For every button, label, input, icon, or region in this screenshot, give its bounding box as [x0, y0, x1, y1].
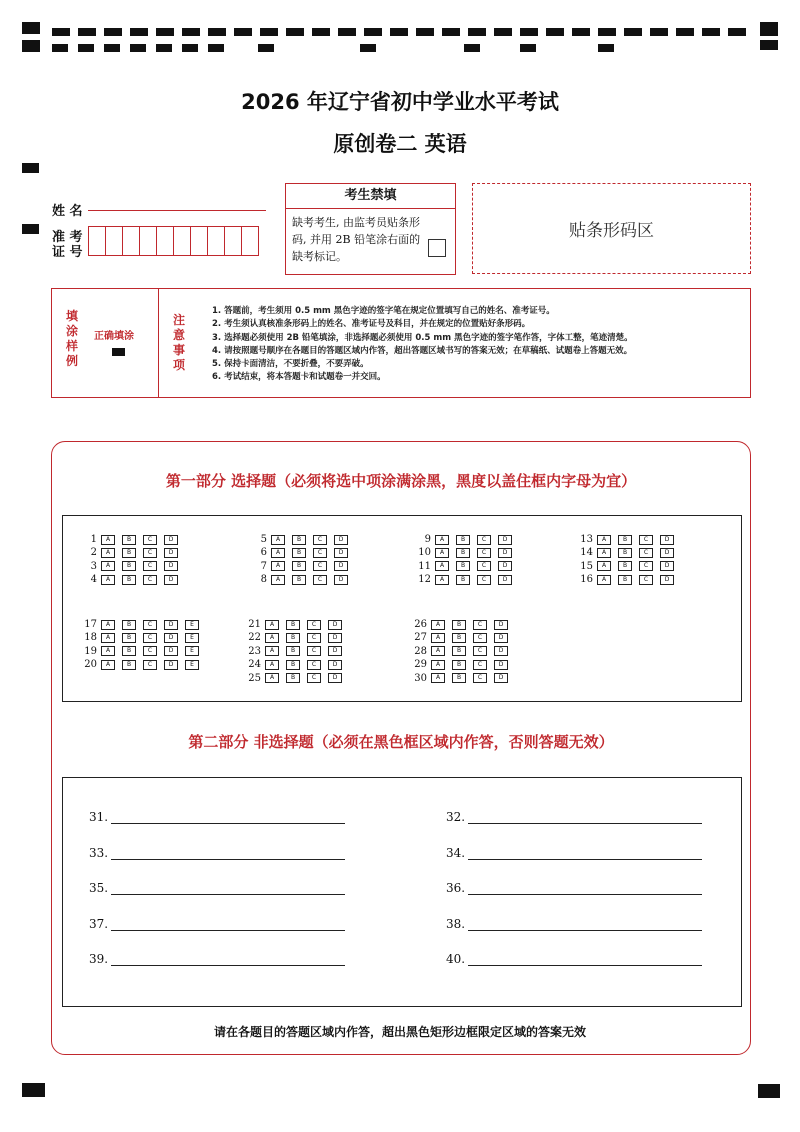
option-bubble-c[interactable]: C	[143, 575, 157, 585]
option-bubble-c[interactable]: C	[313, 561, 327, 571]
option-bubble-c[interactable]: C	[143, 646, 157, 656]
timing-mark	[520, 28, 538, 36]
answer-line-item	[89, 917, 345, 931]
absent-box-title: 考生禁填	[286, 184, 455, 209]
timing-mark	[78, 28, 96, 36]
question-row	[81, 658, 206, 671]
timing-mark	[52, 44, 68, 52]
option-bubble-b[interactable]: B	[122, 575, 136, 585]
answer-line[interactable]	[111, 953, 345, 966]
question-row	[245, 618, 349, 631]
question-row	[81, 533, 185, 546]
option-bubble-b[interactable]: B	[122, 620, 136, 630]
timing-mark	[234, 28, 252, 36]
note-item: 1. 答题前，考生须用 0.5 mm 黑色字迹的签字笔在规定位置填写自己的姓名、准考证号。	[212, 306, 555, 316]
option-bubble-b[interactable]: B	[452, 620, 466, 630]
barcode-label: 贴条形码区	[569, 221, 654, 241]
option-bubble-b[interactable]: B	[286, 673, 300, 683]
option-bubble-c[interactable]: C	[143, 561, 157, 571]
option-bubble-e[interactable]: E	[185, 620, 199, 630]
option-bubble-d[interactable]: D	[660, 561, 674, 571]
option-bubble-c[interactable]: C	[473, 646, 487, 656]
question-row	[411, 618, 515, 631]
timing-mark	[494, 28, 512, 36]
option-bubble-c[interactable]: C	[143, 620, 157, 630]
question-row	[251, 546, 355, 559]
option-bubble-a[interactable]: A	[101, 620, 115, 630]
note-item: 6. 考试结束，将本答题卡和试题卷一并交回。	[212, 372, 386, 383]
option-bubble-a[interactable]: A	[431, 646, 445, 656]
notes-list	[212, 305, 633, 385]
note-item: 4. 请按照题号顺序在各题目的答题区域内作答，超出答题区域书写的答案无效；在草稿纸、试题卷上答题无效。	[212, 345, 633, 356]
option-bubble-b[interactable]: B	[618, 548, 632, 558]
question-number: 34.	[446, 845, 466, 860]
option-bubble-d[interactable]: D	[328, 660, 342, 670]
question-row	[245, 631, 349, 644]
option-bubble-b[interactable]: B	[286, 633, 300, 643]
timing-mark	[22, 224, 39, 234]
question-number: 5	[260, 534, 267, 545]
question-number: 36.	[446, 881, 466, 895]
option-bubble-d[interactable]: D	[334, 548, 348, 558]
option-bubble-d[interactable]: D	[164, 660, 178, 670]
question-number: 21	[248, 619, 261, 630]
timing-mark	[22, 163, 39, 173]
option-bubble-c[interactable]: C	[477, 535, 491, 545]
answer-line-item	[89, 952, 345, 966]
name-field[interactable]	[88, 210, 266, 211]
option-bubble-c[interactable]: C	[473, 660, 487, 670]
timing-mark	[464, 44, 480, 52]
option-bubble-b[interactable]: B	[456, 548, 470, 558]
option-bubble-a[interactable]: A	[597, 575, 611, 585]
option-bubble-c[interactable]: C	[313, 548, 327, 558]
note-item: 3. 选择题必须使用 2B 铅笔填涂，非选择题必须使用 0.5 mm 黑色字迹的签字笔作答，字体工整，笔迹清楚。	[212, 332, 633, 343]
question-number: 35.	[89, 881, 109, 895]
answer-line[interactable]	[468, 847, 702, 860]
option-bubble-d[interactable]: D	[164, 575, 178, 585]
option-bubble-d[interactable]: D	[164, 633, 178, 643]
timing-mark	[546, 28, 564, 36]
option-bubble-c[interactable]: C	[143, 535, 157, 545]
question-number: 13	[580, 534, 593, 545]
timing-mark	[104, 44, 120, 52]
option-bubble-d[interactable]: D	[494, 673, 508, 683]
timing-mark	[360, 44, 376, 52]
option-bubble-d[interactable]: D	[328, 646, 342, 656]
option-bubble-d[interactable]: D	[660, 575, 674, 585]
option-bubble-b[interactable]: B	[292, 575, 306, 585]
answer-line-item	[89, 810, 345, 824]
timing-mark	[182, 44, 198, 52]
option-bubble-b[interactable]: B	[452, 673, 466, 683]
answer-line[interactable]	[468, 811, 702, 824]
option-bubble-a[interactable]: A	[435, 561, 449, 571]
option-bubble-c[interactable]: C	[307, 633, 321, 643]
question-number: 18	[84, 632, 97, 644]
answer-line[interactable]	[468, 918, 702, 931]
timing-mark	[416, 28, 434, 36]
instructions-box	[51, 288, 751, 398]
option-bubble-c[interactable]: C	[473, 633, 487, 643]
question-number: 1	[90, 534, 97, 545]
question-number: 39.	[89, 952, 109, 966]
question-number: 6	[260, 547, 267, 559]
option-bubble-d[interactable]: D	[328, 633, 342, 643]
option-bubble-d[interactable]: D	[164, 548, 178, 558]
option-bubble-b[interactable]: B	[122, 535, 136, 545]
answer-line-item	[446, 952, 702, 966]
timing-mark	[728, 28, 746, 36]
option-bubble-a[interactable]: A	[101, 575, 115, 585]
option-bubble-d[interactable]: D	[498, 575, 512, 585]
option-bubble-a[interactable]: A	[101, 535, 115, 545]
question-row	[577, 573, 681, 586]
absent-checkbox[interactable]	[428, 239, 446, 257]
exam-subtitle: 原创卷二 英语	[333, 132, 467, 156]
option-bubble-a[interactable]: A	[597, 548, 611, 558]
question-number: 25	[248, 672, 261, 684]
id-number-boxes[interactable]	[88, 226, 258, 256]
option-bubble-a[interactable]: A	[597, 561, 611, 571]
answer-line[interactable]	[111, 918, 345, 931]
option-bubble-c[interactable]: C	[473, 673, 487, 683]
timing-mark	[598, 28, 616, 36]
absent-box-text: 缺考考生, 由监考员贴条形码, 并用 2B 铅笔涂右面的缺考标记。	[292, 216, 421, 263]
option-bubble-a[interactable]: A	[435, 548, 449, 558]
timing-mark	[130, 44, 146, 52]
option-bubble-c[interactable]: C	[477, 561, 491, 571]
option-bubble-c[interactable]: C	[639, 561, 653, 571]
timing-mark	[702, 28, 720, 36]
question-row	[251, 533, 355, 546]
question-number: 30	[414, 672, 427, 684]
question-number: 19	[84, 645, 97, 657]
option-bubble-b[interactable]: B	[452, 646, 466, 656]
option-bubble-c[interactable]: C	[143, 633, 157, 643]
option-bubble-c[interactable]: C	[473, 620, 487, 630]
fill-example-label: 填涂样例	[65, 309, 78, 368]
part2-title: 第二部分 非选择题（必须在黑色框区域内作答，否则答题无效）	[188, 733, 614, 751]
option-bubble-d[interactable]: D	[164, 646, 178, 656]
timing-mark	[624, 28, 642, 36]
question-row	[415, 546, 519, 559]
option-bubble-b[interactable]: B	[286, 646, 300, 656]
exam-title: 2026 年辽宁省初中学业水平考试	[241, 90, 559, 114]
question-number: 23	[248, 645, 261, 657]
option-bubble-a[interactable]: A	[101, 633, 115, 643]
question-row	[415, 560, 519, 573]
option-bubble-b[interactable]: B	[122, 660, 136, 670]
question-number: 10	[418, 547, 431, 559]
timing-mark	[572, 28, 590, 36]
part1-title: 第一部分 选择题（必须将选中项涂满涂黑，黑度以盖住框内字母为宜）	[165, 472, 637, 490]
option-bubble-e[interactable]: E	[185, 633, 199, 643]
footer-note: 请在各题目的答题区域内作答，超出黑色矩形边框限定区域的答案无效	[213, 1025, 586, 1039]
absent-marker-box	[285, 183, 456, 275]
option-bubble-a[interactable]: A	[271, 575, 285, 585]
option-bubble-b[interactable]: B	[456, 575, 470, 585]
option-bubble-d[interactable]: D	[498, 548, 512, 558]
timing-mark	[758, 1084, 780, 1098]
option-bubble-d[interactable]: D	[498, 561, 512, 571]
option-bubble-b[interactable]: B	[456, 535, 470, 545]
option-bubble-d[interactable]: D	[494, 633, 508, 643]
question-row	[81, 631, 206, 644]
option-bubble-b[interactable]: B	[286, 620, 300, 630]
option-bubble-c[interactable]: C	[307, 646, 321, 656]
timing-mark	[260, 28, 278, 36]
option-bubble-d[interactable]: D	[660, 535, 674, 545]
option-bubble-d[interactable]: D	[328, 673, 342, 683]
timing-mark	[258, 44, 274, 52]
option-bubble-c[interactable]: C	[639, 535, 653, 545]
timing-mark	[156, 44, 172, 52]
question-row	[81, 573, 185, 586]
question-number: 15	[580, 560, 593, 572]
question-number: 37.	[89, 916, 109, 931]
timing-mark	[312, 28, 330, 36]
question-number: 16	[580, 574, 593, 586]
question-row	[81, 618, 206, 631]
option-bubble-d[interactable]: D	[494, 620, 508, 630]
answer-line[interactable]	[111, 882, 345, 895]
barcode-area	[472, 183, 751, 274]
option-bubble-d[interactable]: D	[334, 535, 348, 545]
option-bubble-d[interactable]: D	[328, 620, 342, 630]
option-bubble-d[interactable]: D	[334, 561, 348, 571]
filled-sample-icon	[112, 348, 125, 356]
option-bubble-a[interactable]: A	[431, 660, 445, 670]
correct-fill-label: 正确填涂	[94, 331, 134, 342]
answer-line-item	[446, 846, 702, 860]
option-bubble-b[interactable]: B	[292, 561, 306, 571]
answer-line-item	[89, 846, 345, 860]
question-row	[245, 658, 349, 671]
option-bubble-c[interactable]: C	[313, 535, 327, 545]
note-item: 2. 考生须认真核准条形码上的姓名、准考证号及科目，并在规定的位置贴好条形码。	[212, 319, 531, 330]
option-bubble-b[interactable]: B	[618, 561, 632, 571]
timing-mark	[468, 28, 486, 36]
option-bubble-c[interactable]: C	[307, 673, 321, 683]
timing-mark	[208, 44, 224, 52]
question-number: 40.	[446, 952, 466, 966]
timing-mark	[22, 1083, 45, 1097]
notes-label: 注意事项	[172, 313, 185, 372]
option-bubble-b[interactable]: B	[618, 535, 632, 545]
answer-line-item	[446, 881, 702, 895]
option-bubble-a[interactable]: A	[597, 535, 611, 545]
option-bubble-d[interactable]: D	[164, 535, 178, 545]
question-row	[411, 658, 515, 671]
timing-mark	[598, 44, 614, 52]
option-bubble-a[interactable]: A	[265, 633, 279, 643]
option-bubble-c[interactable]: C	[639, 575, 653, 585]
question-row	[415, 573, 519, 586]
question-number: 3	[90, 560, 97, 572]
question-row	[415, 533, 519, 546]
id-label-line1: 准 考	[52, 230, 83, 245]
option-bubble-b[interactable]: B	[292, 548, 306, 558]
option-bubble-b[interactable]: B	[122, 548, 136, 558]
question-number: 20	[84, 659, 97, 671]
timing-mark	[338, 28, 356, 36]
question-number: 17	[84, 619, 97, 630]
option-bubble-d[interactable]: D	[494, 660, 508, 670]
question-number: 22	[248, 632, 261, 644]
option-bubble-b[interactable]: B	[122, 646, 136, 656]
option-bubble-c[interactable]: C	[143, 660, 157, 670]
timing-mark	[156, 28, 174, 36]
timing-mark	[78, 44, 94, 52]
option-bubble-d[interactable]: D	[334, 575, 348, 585]
answer-line[interactable]	[111, 847, 345, 860]
option-bubble-a[interactable]: A	[265, 620, 279, 630]
timing-mark	[442, 28, 460, 36]
timing-mark	[130, 28, 148, 36]
question-number: 33.	[89, 845, 109, 860]
question-number: 7	[260, 560, 267, 572]
question-row	[81, 645, 206, 658]
question-row	[577, 546, 681, 559]
option-bubble-c[interactable]: C	[307, 660, 321, 670]
option-bubble-c[interactable]: C	[307, 620, 321, 630]
question-number: 27	[414, 632, 427, 644]
question-number: 31.	[89, 810, 109, 824]
answer-line-item	[89, 881, 345, 895]
option-bubble-a[interactable]: A	[435, 575, 449, 585]
option-bubble-a[interactable]: A	[101, 561, 115, 571]
option-bubble-b[interactable]: B	[456, 561, 470, 571]
option-bubble-c[interactable]: C	[313, 575, 327, 585]
answer-line-item	[446, 917, 702, 931]
option-bubble-a[interactable]: A	[431, 620, 445, 630]
name-label: 姓 名	[52, 204, 83, 219]
option-bubble-a[interactable]: A	[101, 548, 115, 558]
question-row	[411, 645, 515, 658]
question-row	[411, 672, 515, 685]
option-bubble-b[interactable]: B	[618, 575, 632, 585]
option-bubble-d[interactable]: D	[498, 535, 512, 545]
question-row	[251, 573, 355, 586]
question-number: 11	[418, 560, 431, 572]
question-number: 12	[418, 574, 431, 586]
option-bubble-a[interactable]: A	[265, 673, 279, 683]
option-bubble-c[interactable]: C	[477, 575, 491, 585]
option-bubble-a[interactable]: A	[101, 660, 115, 670]
timing-mark	[104, 28, 122, 36]
option-bubble-a[interactable]: A	[431, 673, 445, 683]
option-bubble-b[interactable]: B	[122, 633, 136, 643]
question-row	[577, 533, 681, 546]
question-number: 28	[414, 645, 427, 657]
question-row	[81, 560, 185, 573]
option-bubble-c[interactable]: C	[639, 548, 653, 558]
question-number: 14	[580, 547, 593, 559]
option-bubble-a[interactable]: A	[431, 633, 445, 643]
option-bubble-e[interactable]: E	[185, 646, 199, 656]
option-bubble-b[interactable]: B	[292, 535, 306, 545]
note-item: 5. 保持卡面清洁，不要折叠，不要弄破。	[212, 359, 369, 370]
option-bubble-d[interactable]: D	[494, 646, 508, 656]
option-bubble-a[interactable]: A	[101, 646, 115, 656]
option-bubble-c[interactable]: C	[477, 548, 491, 558]
option-bubble-d[interactable]: D	[660, 548, 674, 558]
id-label-line2: 证 号	[52, 245, 83, 260]
answer-line-item	[446, 810, 702, 824]
question-number: 26	[414, 619, 427, 630]
timing-mark	[520, 44, 536, 52]
option-bubble-a[interactable]: A	[271, 548, 285, 558]
question-row	[411, 631, 515, 644]
option-bubble-a[interactable]: A	[435, 535, 449, 545]
option-bubble-b[interactable]: B	[286, 660, 300, 670]
open-answer-area	[62, 777, 742, 1007]
timing-mark	[650, 28, 668, 36]
multiple-choice-area	[62, 515, 742, 702]
timing-mark	[52, 28, 70, 36]
option-bubble-b[interactable]: B	[452, 633, 466, 643]
question-row	[577, 560, 681, 573]
question-row	[251, 560, 355, 573]
timing-mark	[390, 28, 408, 36]
timing-mark	[286, 28, 304, 36]
option-bubble-a[interactable]: A	[271, 561, 285, 571]
option-bubble-a[interactable]: A	[271, 535, 285, 545]
question-number: 24	[248, 659, 261, 671]
question-number: 29	[414, 659, 427, 671]
option-bubble-a[interactable]: A	[265, 646, 279, 656]
option-bubble-d[interactable]: D	[164, 561, 178, 571]
option-bubble-b[interactable]: B	[122, 561, 136, 571]
timing-mark	[676, 28, 694, 36]
option-bubble-b[interactable]: B	[452, 660, 466, 670]
timing-mark	[208, 28, 226, 36]
timing-mark	[364, 28, 382, 36]
timing-mark	[182, 28, 200, 36]
answer-line[interactable]	[468, 882, 702, 895]
option-bubble-c[interactable]: C	[143, 548, 157, 558]
answer-line[interactable]	[468, 953, 702, 966]
question-number: 2	[90, 547, 97, 559]
question-row	[245, 672, 349, 685]
question-row	[81, 546, 185, 559]
question-number: 9	[424, 534, 431, 545]
question-row	[245, 645, 349, 658]
question-number: 32.	[446, 810, 466, 824]
question-number: 4	[90, 574, 97, 586]
option-bubble-e[interactable]: E	[185, 660, 199, 670]
option-bubble-a[interactable]: A	[265, 660, 279, 670]
option-bubble-d[interactable]: D	[164, 620, 178, 630]
question-number: 38.	[446, 916, 466, 931]
question-number: 8	[260, 574, 267, 586]
answer-line[interactable]	[111, 811, 345, 824]
